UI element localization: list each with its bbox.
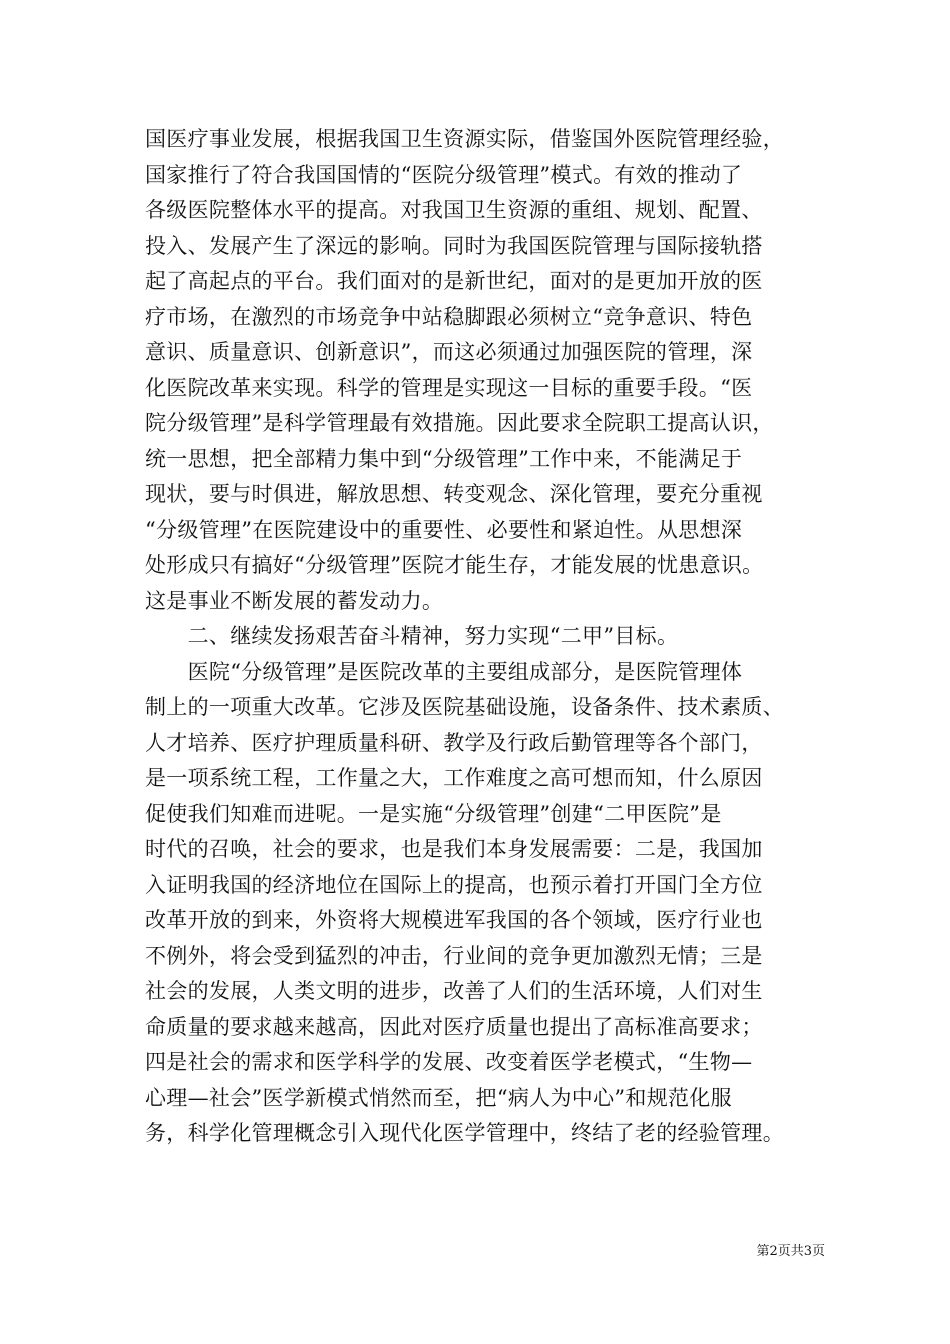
text-line: 人才培养、医疗护理质量科研、教学及行政后勤管理等各个部门， (145, 730, 763, 755)
text-line: 命质量的要求越来越高，因此对医疗质量也提出了高标准高要求； (145, 1014, 763, 1039)
text-line: 化医院改革来实现。科学的管理是实现这一目标的重要手段。“医 (145, 375, 753, 400)
text-line: 促使我们知难而进呢。一是实施“分级管理”创建“二甲医院”是 (145, 801, 722, 826)
text-line: 医院“分级管理”是医院改革的主要组成部分，是医院管理体 (145, 659, 743, 684)
text-line: 现状，要与时俱进，解放思想、转变观念、深化管理，要充分重视 (145, 482, 763, 506)
text-line: 疗市场，在激烈的市场竞争中站稳脚跟必须树立“竞争意识、特色 (145, 304, 753, 329)
section-heading: 二、继续发扬艰苦奋斗精神，努力实现“二甲”目标。 (145, 624, 679, 648)
text-line: 国医疗事业发展，根据我国卫生资源实际，借鉴国外医院管理经验， (145, 127, 784, 151)
text-line: 改革开放的到来，外资将大规模进军我国的各个领域，医疗行业也 (145, 908, 763, 932)
text-line: 投入、发展产生了深远的影响。同时为我国医院管理与国际接轨搭 (145, 233, 763, 258)
text-line: 处形成只有搞好“分级管理”医院才能生存，才能发展的忧患意识。 (145, 553, 764, 577)
text-line: 入证明我国的经济地位在国际上的提高，也预示着打开国门全方位 (145, 872, 763, 897)
text-line: 各级医院整体水平的提高。对我国卫生资源的重组、规划、配置、 (145, 198, 763, 222)
text-line: 制上的一项重大改革。它涉及医院基础设施，设备条件、技术素质、 (145, 695, 784, 719)
body-text (145, 122, 825, 1152)
text-line: “分级管理”在医院建设中的重要性、必要性和紧迫性。从思想深 (145, 517, 743, 542)
text-line: 统一思想，把全部精力集中到“分级管理”工作中来，不能满足于 (145, 446, 743, 471)
text-line: 这是事业不断发展的蓄发动力。 (145, 588, 444, 613)
text-line: 意识、质量意识、创新意识”，而这必须通过加强医院的管理，深 (145, 340, 753, 364)
text-line: 四是社会的需求和医学科学的发展、改变着医学老模式，“生物— (145, 1050, 753, 1074)
text-line: 是一项系统工程，工作量之大，工作难度之高可想而知，什么原因 (145, 766, 763, 790)
text-line: 社会的发展，人类文明的进步，改善了人们的生活环境，人们对生 (145, 979, 763, 1003)
text-line: 起了高起点的平台。我们面对的是新世纪，面对的是更加开放的医 (145, 269, 763, 293)
page-number-footer: 第2页共3页 (756, 1244, 825, 1259)
text-line: 心理—社会”医学新模式悄然而至，把“病人为中心”和规范化服 (145, 1085, 732, 1110)
text-line: 务，科学化管理概念引入现代化医学管理中，终结了老的经验管理。 (145, 1121, 784, 1145)
text-line: 国家推行了符合我国国情的“医院分级管理”模式。有效的推动了 (145, 162, 743, 187)
text-line: 不例外，将会受到猛烈的冲击，行业间的竞争更加激烈无情；三是 (145, 943, 763, 968)
text-line: 院分级管理”是科学管理最有效措施。因此要求全院职工提高认识， (145, 411, 774, 435)
text-line: 时代的召唤，社会的要求，也是我们本身发展需要：二是，我国加 (145, 837, 763, 861)
